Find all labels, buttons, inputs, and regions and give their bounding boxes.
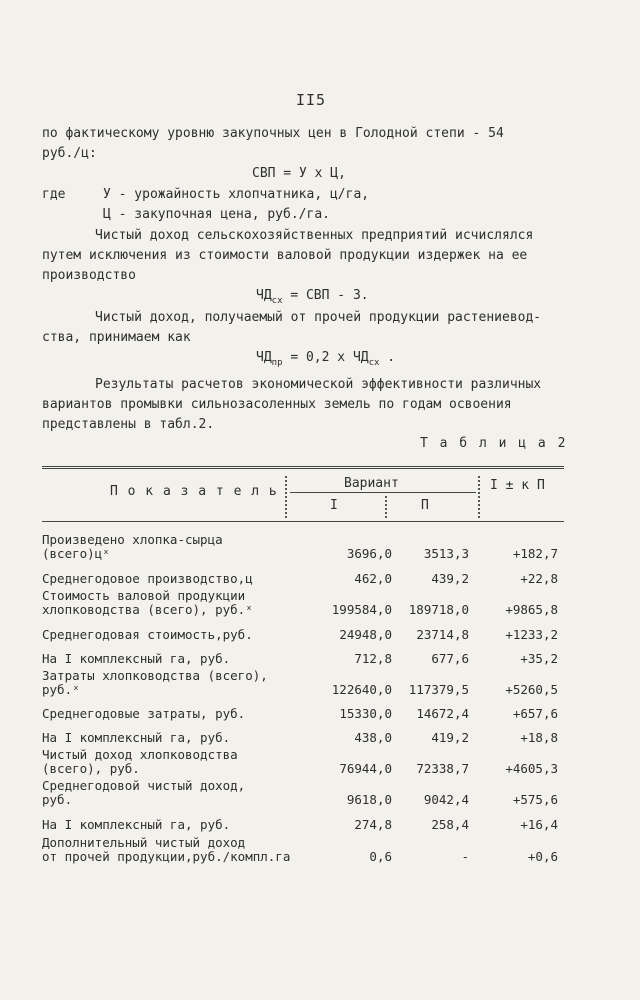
value-variant-1: 122640,0 (331, 682, 392, 697)
value-difference: +657,6 (512, 706, 558, 721)
paragraph-line: производство (42, 268, 136, 283)
table-header-difference: I ± к П (490, 478, 545, 493)
value-variant-1: 3696,0 (346, 546, 392, 561)
row-label: Произведено хлопка-сырца (всего)цˣ (42, 532, 223, 561)
value-variant-1: 0,6 (369, 849, 392, 864)
formula-subscript: сх (271, 296, 283, 306)
formula-svp: СВП = У х Ц, (252, 166, 346, 181)
row-label: Дополнительный чистый доход от прочей продукции,руб./компл.га (42, 835, 291, 864)
paragraph-line: ства, принимаем как (42, 330, 191, 345)
value-difference: +4605,3 (505, 761, 558, 776)
value-variant-2: 14672,4 (416, 706, 469, 721)
value-difference: +575,6 (512, 792, 558, 807)
table-top-rule (42, 466, 564, 469)
paragraph-line: Чистый доход, получаемый от прочей продукции растениевод- (95, 310, 542, 325)
value-variant-1: 9618,0 (346, 792, 392, 807)
table-header-rule (42, 521, 564, 522)
table-header-col-1: I (330, 498, 338, 513)
formula-term: = 0,2 х ЧД (282, 350, 369, 365)
value-variant-2: 419,2 (431, 730, 469, 745)
value-difference: +9865,8 (505, 602, 558, 617)
paragraph-line: вариантов промывки сильнозасоленных земель по годам освоения (42, 397, 512, 412)
table-header-separator (478, 476, 480, 518)
value-variant-2: - (461, 849, 469, 864)
table-caption: Т а б л и ц а 2 (420, 436, 568, 451)
where-definition-c: Ц - закупочная цена, руб./га. (103, 207, 330, 222)
value-variant-2: 117379,5 (408, 682, 469, 697)
value-variant-1: 15330,0 (339, 706, 392, 721)
value-variant-2: 3513,3 (423, 546, 469, 561)
row-label: На I комплексный га, руб. (42, 817, 231, 832)
value-variant-1: 462,0 (354, 571, 392, 586)
where-definition-u: У - урожайность хлопчатника, ц/га, (103, 187, 370, 202)
table-header-separator (285, 476, 287, 518)
value-difference: +5260,5 (505, 682, 558, 697)
value-variant-2: 677,6 (431, 651, 469, 666)
value-variant-1: 76944,0 (339, 761, 392, 776)
value-variant-2: 72338,7 (416, 761, 469, 776)
formula-term: ЧД (256, 350, 272, 365)
formula-term: = СВП - З. (282, 288, 369, 303)
page-number: II5 (296, 91, 327, 109)
row-label: Среднегодовой чистый доход, руб. (42, 778, 246, 807)
formula-subscript: пр (271, 358, 283, 368)
value-variant-2: 23714,8 (416, 627, 469, 642)
table-header-subrule (290, 492, 476, 493)
row-label: Среднегодовое производство,ц (42, 571, 253, 586)
value-variant-2: 9042,4 (423, 792, 469, 807)
table-header-variant: Вариант (344, 476, 399, 491)
value-variant-1: 24948,0 (339, 627, 392, 642)
paragraph-line: Результаты расчетов экономической эффективности различных (95, 377, 542, 392)
paragraph-line: руб./ц: (42, 146, 97, 161)
row-label: Чистый доход хлопководства (всего), руб. (42, 747, 238, 776)
table-row (42, 828, 564, 864)
paragraph-line: представлены в табл.2. (42, 417, 215, 432)
value-difference: +22,8 (520, 571, 558, 586)
paragraph-line: по фактическому уровню закупочных цен в Голодной степи - 54 (42, 126, 504, 141)
value-difference: +35,2 (520, 651, 558, 666)
row-label: Среднегодовая стоимость,руб. (42, 627, 253, 642)
table-header-indicator: П о к а з а т е л ь (110, 484, 278, 499)
table-row (42, 796, 564, 832)
where-word: где (42, 187, 66, 202)
row-label: На I комплексный га, руб. (42, 730, 231, 745)
value-difference: +0,6 (527, 849, 558, 864)
value-variant-2: 189718,0 (408, 602, 469, 617)
value-variant-1: 199584,0 (331, 602, 392, 617)
formula-other-income (256, 350, 396, 368)
value-variant-2: 258,4 (431, 817, 469, 832)
formula-term: . (379, 350, 396, 365)
paragraph-line: путем исключения из стоимости валовой продукции издержек на ее (42, 248, 528, 263)
paragraph-line: Чистый доход сельскохозяйственных предприятий исчислялся (95, 228, 534, 243)
table-header-col-2: П (421, 498, 429, 513)
table-header-separator (385, 496, 387, 518)
value-variant-1: 438,0 (354, 730, 392, 745)
value-difference: +182,7 (512, 546, 558, 561)
value-variant-1: 274,8 (354, 817, 392, 832)
formula-subscript: сх (368, 358, 380, 368)
row-label: На I комплексный га, руб. (42, 651, 231, 666)
value-variant-1: 712,8 (354, 651, 392, 666)
row-label: Стоимость валовой продукции хлопководства (всего), руб.ˣ (42, 588, 253, 617)
value-difference: +18,8 (520, 730, 558, 745)
formula-net-income (256, 288, 369, 306)
row-label: Затраты хлопководства (всего), руб.ˣ (42, 668, 268, 697)
formula-term: ЧД (256, 288, 272, 303)
value-difference: +1233,2 (505, 627, 558, 642)
row-label: Среднегодовые затраты, руб. (42, 706, 246, 721)
value-difference: +16,4 (520, 817, 558, 832)
value-variant-2: 439,2 (431, 571, 469, 586)
